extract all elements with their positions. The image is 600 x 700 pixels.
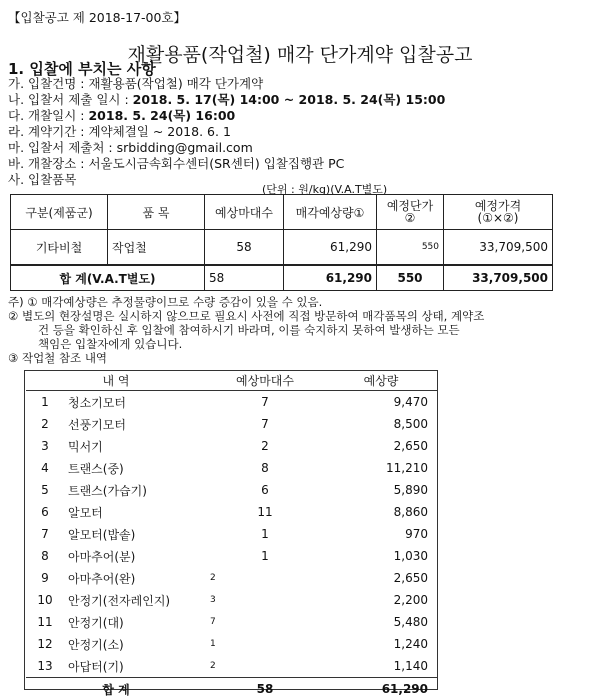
cell-price: 550 xyxy=(377,230,444,266)
info-bid-items: 사. 입찰품목 xyxy=(8,172,76,188)
row-qty: 7 xyxy=(206,413,324,435)
row-item-name: 안정기(소) xyxy=(64,633,206,655)
ref-total-label: 합 계 xyxy=(26,678,206,700)
row-amount: 2,200 xyxy=(324,589,438,611)
row-amount: 970 xyxy=(324,523,438,545)
info-submit-email: 마. 입찰서 제출처 : srbidding@gmail.com xyxy=(8,140,253,156)
ref-header-amount: 예상량 xyxy=(324,370,438,391)
row-qty: 1 xyxy=(206,633,324,655)
row-item-name: 안정기(대) xyxy=(64,611,206,633)
row-number: 10 xyxy=(26,589,64,611)
row-amount: 9,470 xyxy=(324,391,438,414)
cell-est-amount: 61,290 xyxy=(284,230,377,266)
row-qty: 8 xyxy=(206,457,324,479)
info-opening-place: 바. 개찰장소 : 서울도시금속회수센터(SR센터) 입찰집행관 PC xyxy=(8,156,344,172)
note-2-cont: 건 등을 확인하신 후 입찰에 참여하시기 바라며, 이를 숙지하지 못하여 발생하는 모든 xyxy=(8,323,484,337)
row-qty: 7 xyxy=(206,611,324,633)
ref-header-item: 내 역 xyxy=(26,370,206,391)
header-total: 예정가격 (①×②) xyxy=(444,195,553,230)
row-number: 1 xyxy=(26,391,64,414)
row-qty: 2 xyxy=(206,567,324,589)
info-submit-period: 나. 입찰서 제출 일시 : 2018. 5. 17(목) 14:00 ~ 2018. 5. 24(목) 15:00 xyxy=(8,92,445,108)
row-item-name: 트랜스(가습기) xyxy=(64,479,206,501)
ref-total-amount: 61,290 xyxy=(324,678,438,700)
row-amount: 1,140 xyxy=(324,655,438,678)
row-number: 2 xyxy=(26,413,64,435)
row-number: 7 xyxy=(26,523,64,545)
cell-total: 33,709,500 xyxy=(444,230,553,266)
table-row xyxy=(26,567,438,589)
total-est-amount: 61,290 xyxy=(284,265,377,291)
total-total: 33,709,500 xyxy=(444,265,553,291)
table-row xyxy=(26,589,438,611)
row-amount: 5,480 xyxy=(324,611,438,633)
row-amount: 2,650 xyxy=(324,435,438,457)
table-row xyxy=(26,545,438,567)
table-row xyxy=(11,230,553,266)
table-row xyxy=(26,435,438,457)
notes xyxy=(8,295,484,365)
row-amount: 1,030 xyxy=(324,545,438,567)
row-number: 3 xyxy=(26,435,64,457)
header-est-amount: 매각예상량① xyxy=(284,195,377,230)
row-item-name: 믹서기 xyxy=(64,435,206,457)
table-row xyxy=(26,523,438,545)
row-qty: 2 xyxy=(206,435,324,457)
table-header-row xyxy=(11,195,553,230)
row-number: 13 xyxy=(26,655,64,678)
ref-total-qty: 58 xyxy=(206,678,324,700)
row-amount: 5,890 xyxy=(324,479,438,501)
total-price: 550 xyxy=(377,265,444,291)
info-item-name: 가. 입찰건명 : 재활용품(작업철) 매각 단가계약 xyxy=(8,76,263,92)
row-item-name: 아답터(기) xyxy=(64,655,206,678)
row-qty: 3 xyxy=(206,589,324,611)
table-row xyxy=(26,501,438,523)
table-row xyxy=(26,655,438,678)
header-est-qty: 예상마대수 xyxy=(205,195,284,230)
row-qty: 11 xyxy=(206,501,324,523)
row-number: 5 xyxy=(26,479,64,501)
total-est-qty: 58 xyxy=(205,265,284,291)
row-amount: 11,210 xyxy=(324,457,438,479)
row-amount: 8,860 xyxy=(324,501,438,523)
header-category: 구분(제품군) xyxy=(11,195,108,230)
table-row xyxy=(26,457,438,479)
row-number: 6 xyxy=(26,501,64,523)
table-row xyxy=(26,633,438,655)
note-1: 주) ① 매각예상량은 추정물량이므로 수량 증감이 있을 수 있음. xyxy=(8,295,484,309)
note-2: ② 별도의 현장설명은 실시하지 않으므로 필요시 사전에 직접 방문하여 매각품목의 상태, 계약조 xyxy=(8,309,484,323)
section-heading: 1. 입찰에 부치는 사항 xyxy=(8,58,156,79)
info-contract-period: 라. 계약기간 : 계약체결일 ~ 2018. 6. 1 xyxy=(8,124,231,140)
ref-header-qty: 예상마대수 xyxy=(206,370,324,391)
row-number: 4 xyxy=(26,457,64,479)
table-total-row xyxy=(11,265,553,291)
row-item-name: 선풍기모터 xyxy=(64,413,206,435)
row-item-name: 트랜스(중) xyxy=(64,457,206,479)
note-3: ③ 작업철 참조 내역 xyxy=(8,351,484,365)
cell-est-qty: 58 xyxy=(205,230,284,266)
cell-item: 작업철 xyxy=(108,230,205,266)
row-number: 11 xyxy=(26,611,64,633)
reference-table xyxy=(26,370,438,700)
row-number: 12 xyxy=(26,633,64,655)
row-item-name: 아마추어(분) xyxy=(64,545,206,567)
row-amount: 8,500 xyxy=(324,413,438,435)
table-row xyxy=(26,611,438,633)
row-amount: 2,650 xyxy=(324,567,438,589)
note-2-cont2: 책임은 입찰자에게 있습니다. xyxy=(8,337,484,351)
total-label: 합 계(V.A.T별도) xyxy=(11,265,205,291)
header-item: 품 목 xyxy=(108,195,205,230)
unit-label: (단위 : 원/kg)(V.A.T별도) xyxy=(262,181,387,197)
bid-items-table xyxy=(10,194,553,291)
row-item-name: 안정기(전자레인지) xyxy=(64,589,206,611)
row-item-name: 알모터 xyxy=(64,501,206,523)
row-amount: 1,240 xyxy=(324,633,438,655)
table-row xyxy=(26,391,438,414)
row-qty: 6 xyxy=(206,479,324,501)
row-number: 8 xyxy=(26,545,64,567)
page-title: 재활용품(작업철) 매각 단가계약 입찰공고 xyxy=(0,40,600,67)
row-qty: 1 xyxy=(206,545,324,567)
table-row xyxy=(26,413,438,435)
info-opening-date: 다. 개찰일시 : 2018. 5. 24(목) 16:00 xyxy=(8,108,235,124)
row-item-name: 청소기모터 xyxy=(64,391,206,414)
cell-category: 기타비철 xyxy=(11,230,108,266)
row-number: 9 xyxy=(26,567,64,589)
row-item-name: 알모터(밥솥) xyxy=(64,523,206,545)
row-qty: 1 xyxy=(206,523,324,545)
reference-header-row xyxy=(26,370,438,391)
reference-total-row xyxy=(26,678,438,700)
row-qty: 2 xyxy=(206,655,324,678)
table-row xyxy=(26,479,438,501)
header-price: 예정단가 ② xyxy=(377,195,444,230)
row-qty: 7 xyxy=(206,391,324,414)
row-item-name: 아마추어(완) xyxy=(64,567,206,589)
document-number: 【입찰공고 제 2018-17-00호】 xyxy=(8,8,186,26)
